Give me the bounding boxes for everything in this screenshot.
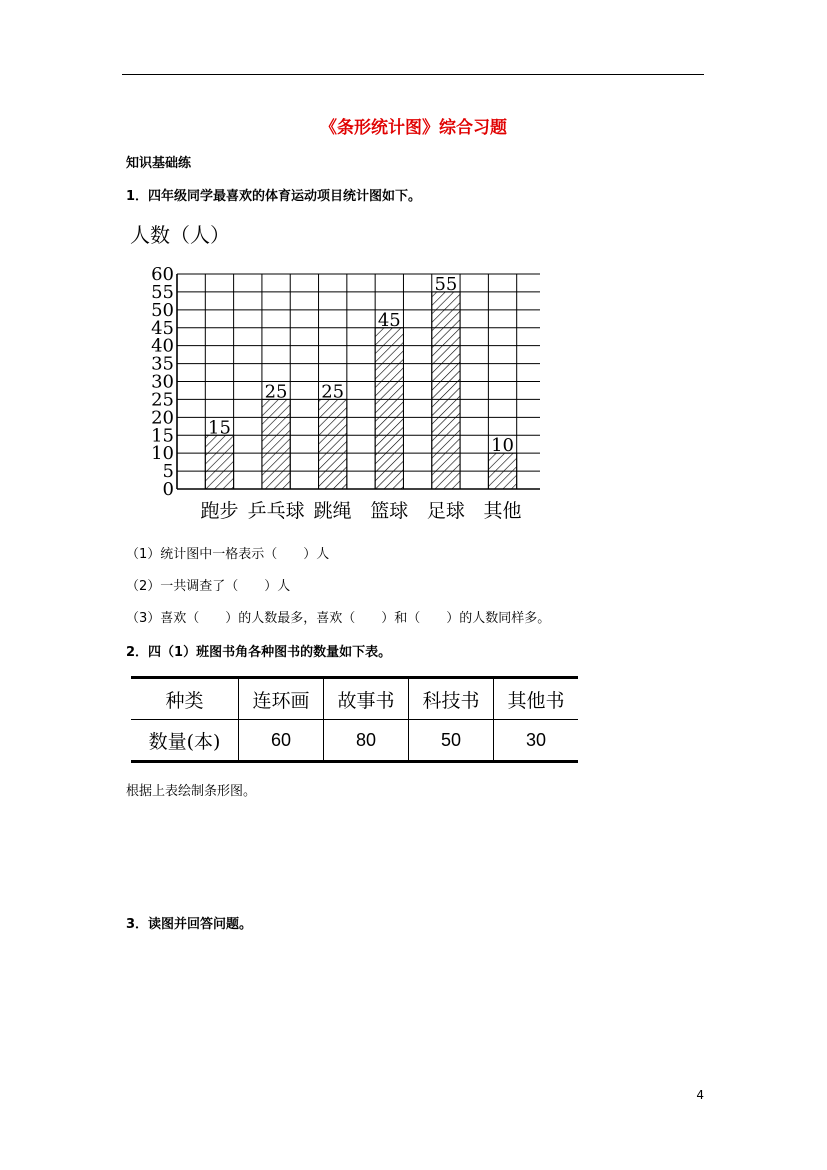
category-label: 足球: [426, 500, 465, 522]
y-tick-labels: [151, 264, 174, 500]
bar-chart: [120, 218, 540, 528]
y-tick-label: 55: [151, 281, 174, 303]
data-label: 25: [321, 381, 345, 403]
data-label: 25: [264, 381, 288, 403]
table-cell: 种类: [165, 689, 204, 712]
y-tick-label: 35: [151, 353, 174, 375]
y-tick-label: 50: [151, 299, 174, 321]
data-label: 15: [208, 417, 231, 439]
table-cell: 科技书: [409, 678, 494, 720]
table-cell: 数量(本): [131, 720, 239, 762]
category-label: 其他: [483, 500, 522, 522]
data-label: 10: [491, 435, 514, 457]
bar: [319, 399, 347, 489]
table-cell: 60: [239, 720, 324, 762]
y-tick-label: 5: [162, 461, 174, 483]
books-table: [131, 676, 578, 763]
data-labels: [208, 274, 514, 456]
table-cell: 连环画: [239, 678, 324, 720]
bar: [205, 435, 233, 489]
question-2: 2．四（1）班图书角各种图书的数量如下表。: [126, 645, 392, 660]
question-3: 3．读图并回答问题。: [126, 917, 253, 932]
table-cell: 50: [409, 720, 494, 762]
data-label: 45: [377, 309, 401, 331]
question-1-part-2: （2）一共调查了（ ）人: [126, 579, 291, 594]
bar: [375, 328, 403, 489]
y-tick-label: 45: [151, 317, 174, 339]
category-label: 跳绳: [313, 500, 352, 522]
y-tick-label: 15: [151, 425, 174, 447]
table-cell: 80: [324, 720, 409, 762]
y-axis-label: 人数（人）: [130, 223, 230, 247]
page-title: 《条形统计图》综合习题: [320, 118, 507, 138]
table-cell: 故事书: [324, 678, 409, 720]
table-cell: 30: [494, 720, 579, 762]
table-cell: 其他书: [494, 678, 579, 720]
category-labels: [200, 500, 521, 522]
bar: [262, 399, 290, 489]
question-1: 1．四年级同学最喜欢的体育运动项目统计图如下。: [126, 189, 422, 204]
table-header-row: [131, 678, 578, 720]
category-label: 篮球: [370, 500, 409, 522]
question-2-instruction: 根据上表绘制条形图。: [126, 784, 257, 799]
y-tick-label: 60: [151, 264, 174, 285]
question-1-part-1: （1）统计图中一格表示（ ）人: [126, 547, 330, 562]
y-tick-label: 40: [151, 335, 174, 357]
section-heading: 知识基础练: [126, 156, 192, 171]
y-tick-label: 25: [151, 389, 174, 411]
y-tick-label: 30: [151, 371, 174, 393]
table-row: [131, 720, 578, 762]
data-label: 55: [434, 273, 458, 295]
y-tick-label: 20: [151, 407, 174, 429]
header-rule: [122, 74, 704, 75]
bar: [488, 453, 516, 489]
chart-bars: [205, 292, 516, 489]
y-tick-label: 0: [162, 479, 174, 500]
y-tick-label: 10: [151, 443, 174, 465]
category-label: 跑步: [200, 500, 239, 522]
question-1-part-3: （3）喜欢（ ）的人数最多，喜欢（ ）和（ ）的人数同样多。: [126, 611, 551, 626]
page-number: 4: [696, 1088, 704, 1102]
category-label: 乒乓球: [247, 500, 305, 522]
bar: [432, 292, 460, 489]
